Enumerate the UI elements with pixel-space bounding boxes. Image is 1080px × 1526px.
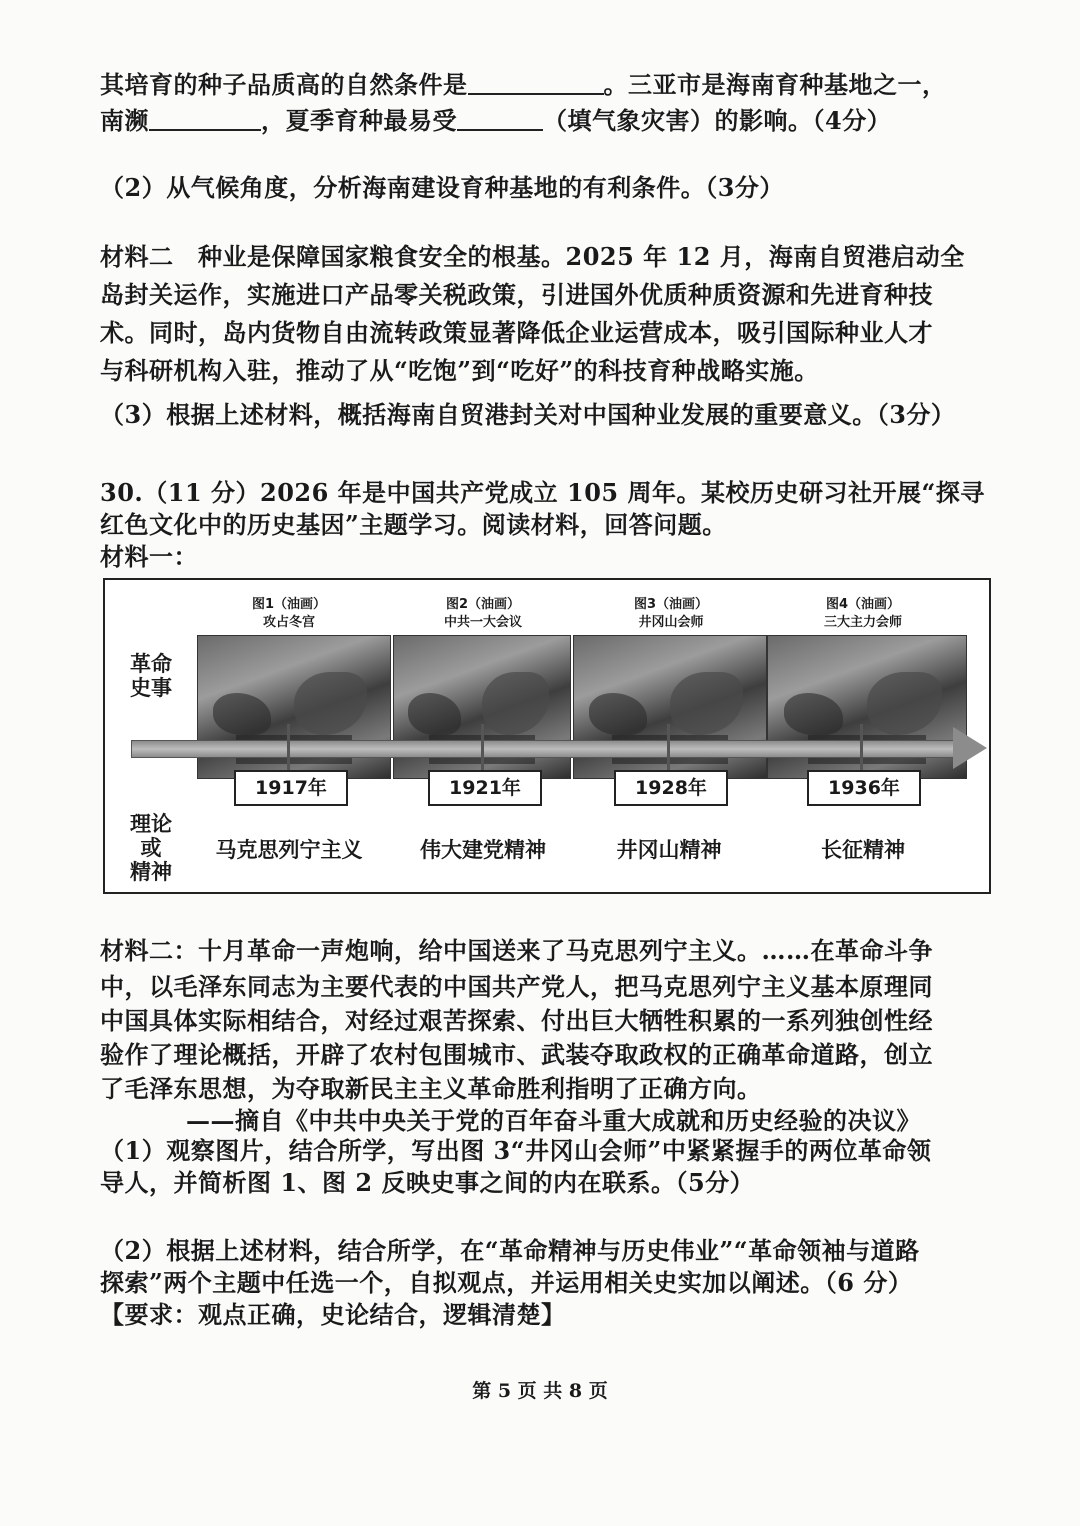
row-label-spirit: 理论 或 精神: [130, 812, 172, 884]
q30-intro-line-1: 30.（11 分）2026 年是中国共产党成立 105 周年。某校历史研习社开展“探寻: [100, 478, 985, 507]
year-1928: 1928年: [614, 770, 728, 806]
text-span: 其培育的种子品质高的自然条件是: [100, 70, 468, 99]
q30-intro-line-2: 红色文化中的历史基因”主题学习。阅读材料，回答问题。: [100, 510, 727, 539]
figure-3-caption: 井冈山会师: [638, 615, 704, 630]
timeline-figure: [103, 578, 991, 894]
figure-2-caption: 中共一大会议: [443, 615, 522, 630]
q30-material-2-line-2: 中，以毛泽东同志为主要代表的中国共产党人，把马克思列宁主义基本原理同: [100, 972, 933, 1001]
q30-material-2-line-4: 验作了理论概括，开辟了农村包围城市、武装夺取政权的正确革命道路，创立: [100, 1040, 933, 1069]
year-1936: 1936年: [807, 770, 921, 806]
timeline-tick: [860, 724, 863, 774]
material-1-label: 材料一：: [100, 542, 198, 571]
text-span: （填气象灾害）的影响。（4分）: [543, 106, 892, 135]
q30-material-2-line-3: 中国具体实际相结合，对经过艰苦探索、付出巨大牺牲积累的一系列独创性经: [100, 1006, 933, 1035]
figure-1-caption: 攻占冬宫: [262, 615, 315, 630]
figure-2-label: 图2（油画）: [445, 597, 521, 612]
answer-blank[interactable]: [457, 105, 543, 131]
spirit-party-founding: 伟大建党精神: [420, 837, 546, 862]
answer-blank[interactable]: [149, 105, 261, 131]
row-label-events: 革命 史事: [130, 652, 172, 700]
q29-question-2: （2）从气候角度，分析海南建设育种基地的有利条件。（3分）: [100, 173, 784, 202]
text-span: ，夏季育种最易受: [261, 106, 457, 135]
q30-question-1-line-2: 导人，并简析图 1、图 2 反映史事之间的内在联系。（5分）: [100, 1168, 755, 1197]
page-number: 第 5 页 共 8 页: [472, 1380, 608, 1402]
figure-4-label: 图4（油画）: [825, 597, 901, 612]
timeline-arrow-head: [953, 727, 987, 769]
figure-2-title: [383, 596, 583, 632]
material-2-line-1: 材料二 种业是保障国家粮食安全的根基。2025 年 12 月，海南自贸港启动全: [100, 242, 965, 271]
material-2-source: ——摘自《中共中央关于党的百年奋斗重大成就和历史经验的决议》: [186, 1106, 921, 1135]
timeline-tick: [481, 724, 484, 774]
text-span: 南濒: [100, 106, 149, 135]
text-span: 。三亚市是海南育种基地之一，: [603, 70, 947, 99]
q29-line-2: [100, 104, 980, 138]
timeline-arrow: [131, 740, 957, 758]
q30-question-2-line-1: （2）根据上述材料，结合所学，在“革命精神与历史伟业”“革命领袖与道路: [100, 1236, 920, 1265]
figure-4-title: [763, 596, 963, 632]
spirit-jinggangshan: 井冈山精神: [616, 837, 722, 862]
figure-3-title: [571, 596, 771, 632]
material-2-line-2: 岛封关运作，实施进口产品零关税政策，引进国外优质种质资源和先进育种技: [100, 280, 933, 309]
figure-4-caption: 三大主力会师: [823, 615, 902, 630]
q30-question-2-line-2: 探索”两个主题中任选一个，自拟观点，并运用相关史实加以阐述。（6 分）: [100, 1268, 913, 1297]
answer-blank[interactable]: [468, 69, 604, 95]
year-1917: 1917年: [234, 770, 348, 806]
material-2-line-4: 与科研机构入驻，推动了从“吃饱”到“吃好”的科技育种战略实施。: [100, 356, 819, 385]
timeline-tick: [667, 724, 670, 774]
year-1921: 1921年: [428, 770, 542, 806]
q30-question-1-line-1: （1）观察图片，结合所学，写出图 3“井冈山会师”中紧紧握手的两位革命领: [100, 1136, 932, 1165]
q30-material-2-line-1: 材料二：十月革命一声炮响，给中国送来了马克思列宁主义。……在革命斗争: [100, 936, 933, 965]
material-2-line-3: 术。同时，岛内货物自由流转政策显著降低企业运营成本，吸引国际种业人才: [100, 318, 933, 347]
figure-3-label: 图3（油画）: [633, 597, 709, 612]
spirit-long-march: 长征精神: [821, 837, 905, 862]
q30-material-2-line-5: 了毛泽东思想，为夺取新民主主义革命胜利指明了正确方向。: [100, 1074, 762, 1103]
q29-question-3: （3）根据上述材料，概括海南自贸港封关对中国种业发展的重要意义。（3分）: [100, 400, 956, 429]
figure-1-title: [189, 596, 389, 632]
q29-line-1: [100, 68, 980, 102]
timeline-tick: [287, 724, 290, 774]
figure-1-label: 图1（油画）: [251, 597, 327, 612]
spirit-marxism-leninism: 马克思列宁主义: [215, 837, 363, 862]
q30-question-2-requirement: 【要求：观点正确，史论结合，逻辑清楚】: [100, 1300, 566, 1329]
